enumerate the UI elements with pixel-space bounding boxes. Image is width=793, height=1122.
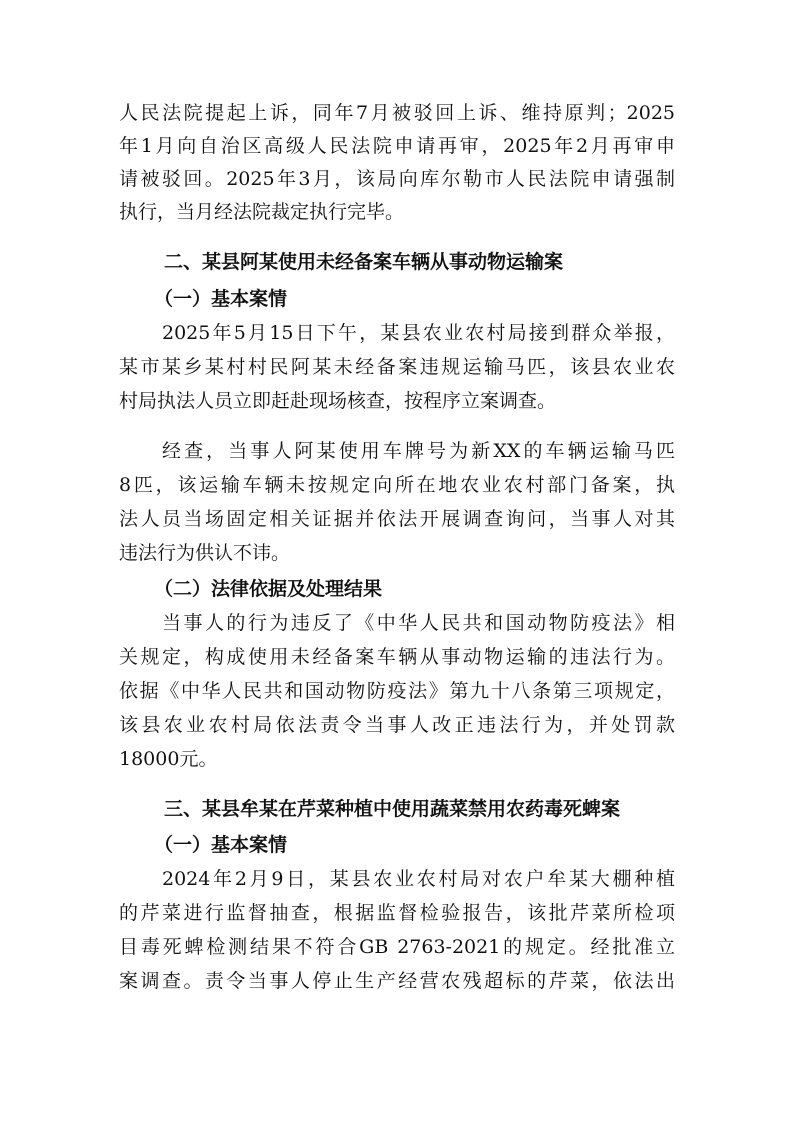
text-line: 案调查。责令当事人停止生产经营农残超标的芹菜，依法出 [119, 970, 675, 992]
subsection-heading: （一）基本案情 [154, 288, 288, 310]
subsection-heading: （二）法律依据及处理结果 [154, 578, 383, 600]
text-line: 年1月向自治区高级人民法院申请再审，2025年2月再审申 [119, 135, 675, 157]
section-heading: 三、某县牟某在芹菜种植中使用蔬菜禁用农药毒死蜱案 [164, 798, 621, 820]
text-line: 18000元。 [119, 748, 218, 770]
text-line: 村局执法人员立即赶赴现场核查，按程序立案调查。 [119, 390, 557, 412]
text-line: 的芹菜进行监督抽查，根据监督检验报告，该批芹菜所检项 [119, 902, 675, 924]
text-line: 依据《中华人民共和国动物防疫法》第九十八条第三项规定， [119, 680, 675, 702]
text-line: 某市某乡某村村民阿某未经备案违规运输马匹，该县农业农 [119, 356, 675, 378]
text-line: 该县农业农村局依法责令当事人改正违法行为，并处罚款 [119, 714, 675, 736]
text-line: 执行，当月经法院裁定执行完毕。 [119, 201, 405, 223]
text-line: 违法行为供认不讳。 [119, 542, 291, 564]
section-heading: 二、某县阿某使用未经备案车辆从事动物运输案 [164, 251, 564, 273]
text-line: 请被驳回。2025年3月，该局向库尔勒市人民法院申请强制 [119, 168, 675, 190]
paragraph-first-line: 2024年2月9日，某县农业农村局对农户牟某大棚种植 [162, 868, 675, 890]
text-line: 法人员当场固定相关证据并依法开展调查询问，当事人对其 [119, 508, 675, 530]
text-line: 关规定，构成使用未经备案车辆从事动物运输的违法行为。 [119, 646, 675, 668]
text-line: 人民法院提起上诉，同年7月被驳回上诉、维持原判；2025 [119, 102, 675, 124]
paragraph-first-line: 当事人的行为违反了《中华人民共和国动物防疫法》相 [162, 612, 675, 634]
text-line: 8匹，该运输车辆未按规定向所在地农业农村部门备案，执 [119, 474, 675, 496]
paragraph-first-line: 2025年5月15日下午，某县农业农村局接到群众举报， [162, 322, 675, 344]
subsection-heading: （一）基本案情 [154, 834, 288, 856]
text-line: 目毒死蜱检测结果不符合GB 2763-2021的规定。经批准立 [119, 936, 675, 958]
paragraph-first-line: 经查，当事人阿某使用车牌号为新XX的车辆运输马匹 [162, 440, 675, 462]
